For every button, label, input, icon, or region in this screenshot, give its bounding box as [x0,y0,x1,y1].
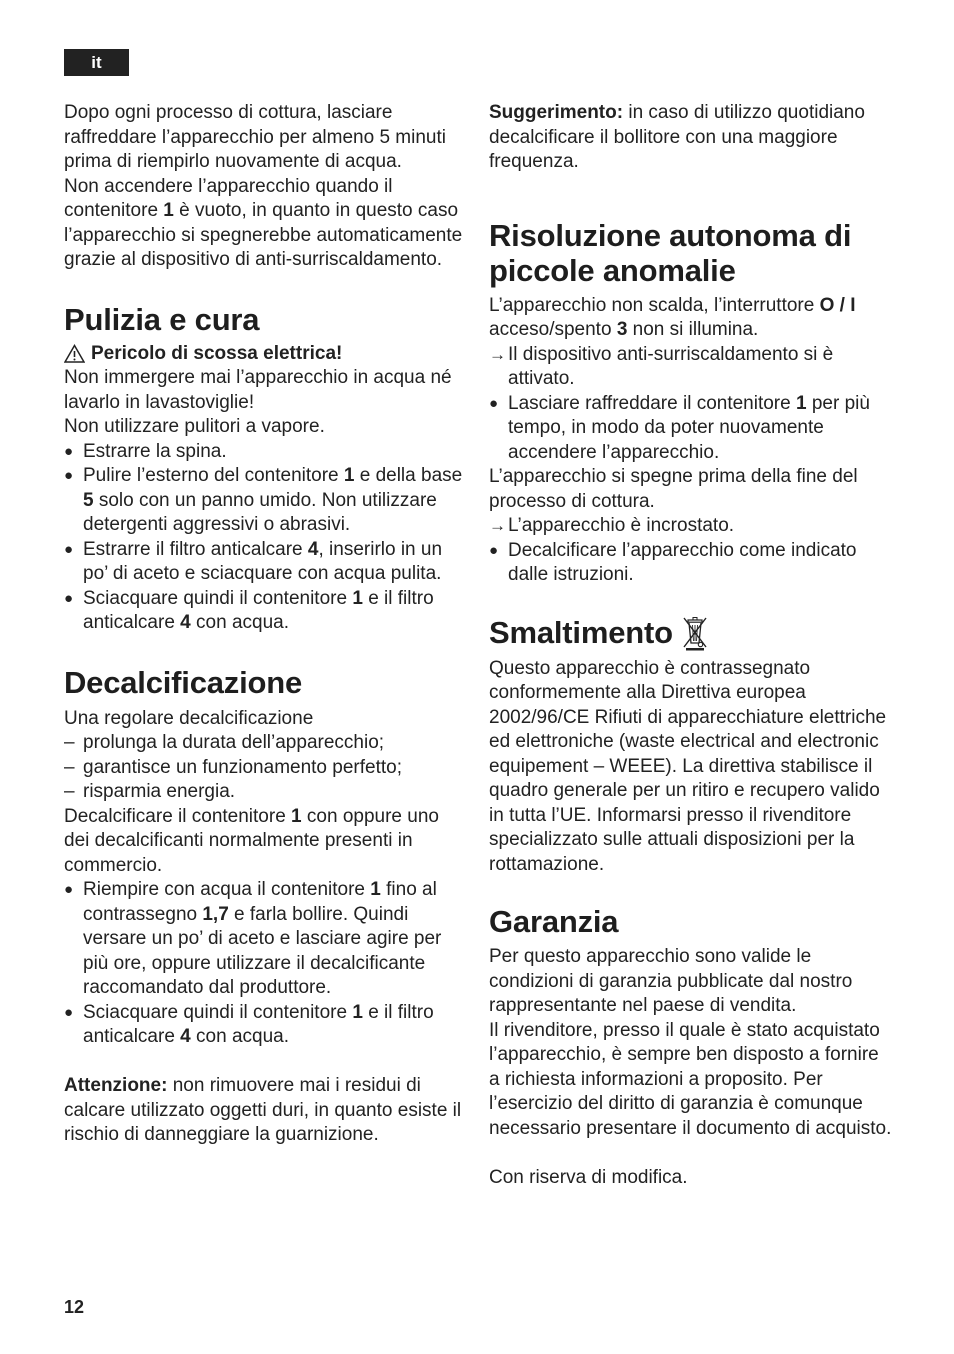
decal-text: Decalcificare il contenitore 1 con oppure uno dei decalcificanti normalmente presenti in commercio. [64,805,439,876]
list-item: ● Estrarre il filtro anticalcare 4, inserirlo in un po’ di aceto e sciacquare con acqua pulita. [64,538,464,587]
list-item: – garantisce un funzionamento perfetto; [64,756,464,781]
list-item: ● Decalcificare l’apparecchio come indicato dalle istruzioni. [489,539,894,588]
decal-dash-list [64,731,464,805]
list-item: – risparmia energia. [64,780,464,805]
heading-decalcificazione: Decalcificazione [64,664,303,700]
intro-paragraph-2: Non accendere l’apparecchio quando il contenitore 1 è vuoto, in quanto in questo caso l’apparecchio si spegnerebbe automaticamente grazie al dispositivo di anti-surriscaldamento. [64,175,463,270]
left-column [64,101,464,1148]
heading-risoluzione: Risoluzione autonoma di piccole anomalie [489,217,852,288]
list-item: ● Riempire con acqua il contenitore 1 fino al contrassegno 1,7 e farla bollire. Quindi versare un po’ di aceto e lasciare agire per più ore, oppure utilizzare il decalcificante raccomandato dal produttore. [64,878,464,1001]
right-column [489,101,894,1190]
list-item: ● Sciacquare quindi il contenitore 1 e il filtro anticalcare 4 con acqua. [64,1001,464,1050]
risol-list-1 [489,343,894,466]
list-item: → Il dispositivo anti-surriscaldamento si è attivato. [489,343,894,392]
risol-list-2 [489,514,894,588]
decal-intro: Una regolare decalcificazione [64,707,314,729]
pulizia-text-2: Non utilizzare pulitori a vapore. [64,416,325,437]
garanzia-note: Con riserva di modifica. [489,1166,688,1188]
risol-problem-1: L’apparecchio non scalda, l’interruttore O / I acceso/spento 3 non si illumina. [489,294,856,340]
list-item: – prolunga la durata dell’apparecchio; [64,731,464,756]
heading-pulizia: Pulizia e cura [64,301,260,337]
pulizia-text-1: Non immergere mai l’apparecchio in acqua né lavarlo in lavastoviglie! [64,367,452,413]
warning-triangle-icon [64,344,85,363]
garanzia-text-2: Il rivenditore, presso il quale è stato acquistato l’apparecchio, è sempre ben disposto a fornire a richiesta informazioni a proposito. Per l’esercizio del diritto di garanzia è comunque necessario presentare il documento di acquisto. [489,1019,892,1139]
tip-paragraph: Suggerimento: in caso di utilizzo quotidiano decalcificare il bollitore con una maggiore frequenza. [489,102,865,172]
weee-crossed-bin-icon [681,615,709,651]
smaltimento-text: Questo apparecchio è contrassegnato conformemente alla Direttiva europea 2002/96/CE Rifiuti di apparecchiature elettriche ed elettroniche (waste electrical and electronic equipement – WEEE). La direttiva stabilisce il quadro generale per un ritiro e recupero valido in tutta l’UE. Informarsi presso il rivenditore specializzato sulle attuali disposizioni per la rottamazione. [489,657,887,875]
decal-bullet-list [64,878,464,1050]
pulizia-list [64,440,464,636]
list-item: ● Lasciare raffreddare il contenitore 1 per più tempo, in modo da poter nuovamente accendere l’apparecchio. [489,392,894,466]
list-item: ● Pulire l’esterno del contenitore 1 e della base 5 solo con un panno umido. Non utilizzare detergenti aggressivi o abrasivi. [64,464,464,538]
risol-problem-2: L’apparecchio si spegne prima della fine del processo di cottura. [489,466,858,512]
list-item: ● Estrarre la spina. [64,440,464,465]
heading-garanzia: Garanzia [489,904,619,939]
heading-smaltimento: Smaltimento [489,615,894,651]
language-tab: it [64,49,129,76]
intro-paragraph-1: Dopo ogni processo di cottura, lasciare raffreddare l’apparecchio per almeno 5 minuti prima di riempirlo nuovamente di acqua. [64,102,446,172]
electric-shock-warning: Pericolo di scossa elettrica! [64,342,464,367]
list-item: ● Sciacquare quindi il contenitore 1 e il filtro anticalcare 4 con acqua. [64,587,464,636]
garanzia-text-1: Per questo apparecchio sono valide le condizioni di garanzia pubblicate dal nostro rappresentante nel paese di vendita. [489,946,853,1016]
attention-note: Attenzione: non rimuovere mai i residui di calcare utilizzato oggetti duri, in quanto esiste il rischio di danneggiare la guarnizione. [64,1075,462,1145]
page-number: 12 [64,1297,85,1317]
list-item: → L’apparecchio è incrostato. [489,514,894,539]
